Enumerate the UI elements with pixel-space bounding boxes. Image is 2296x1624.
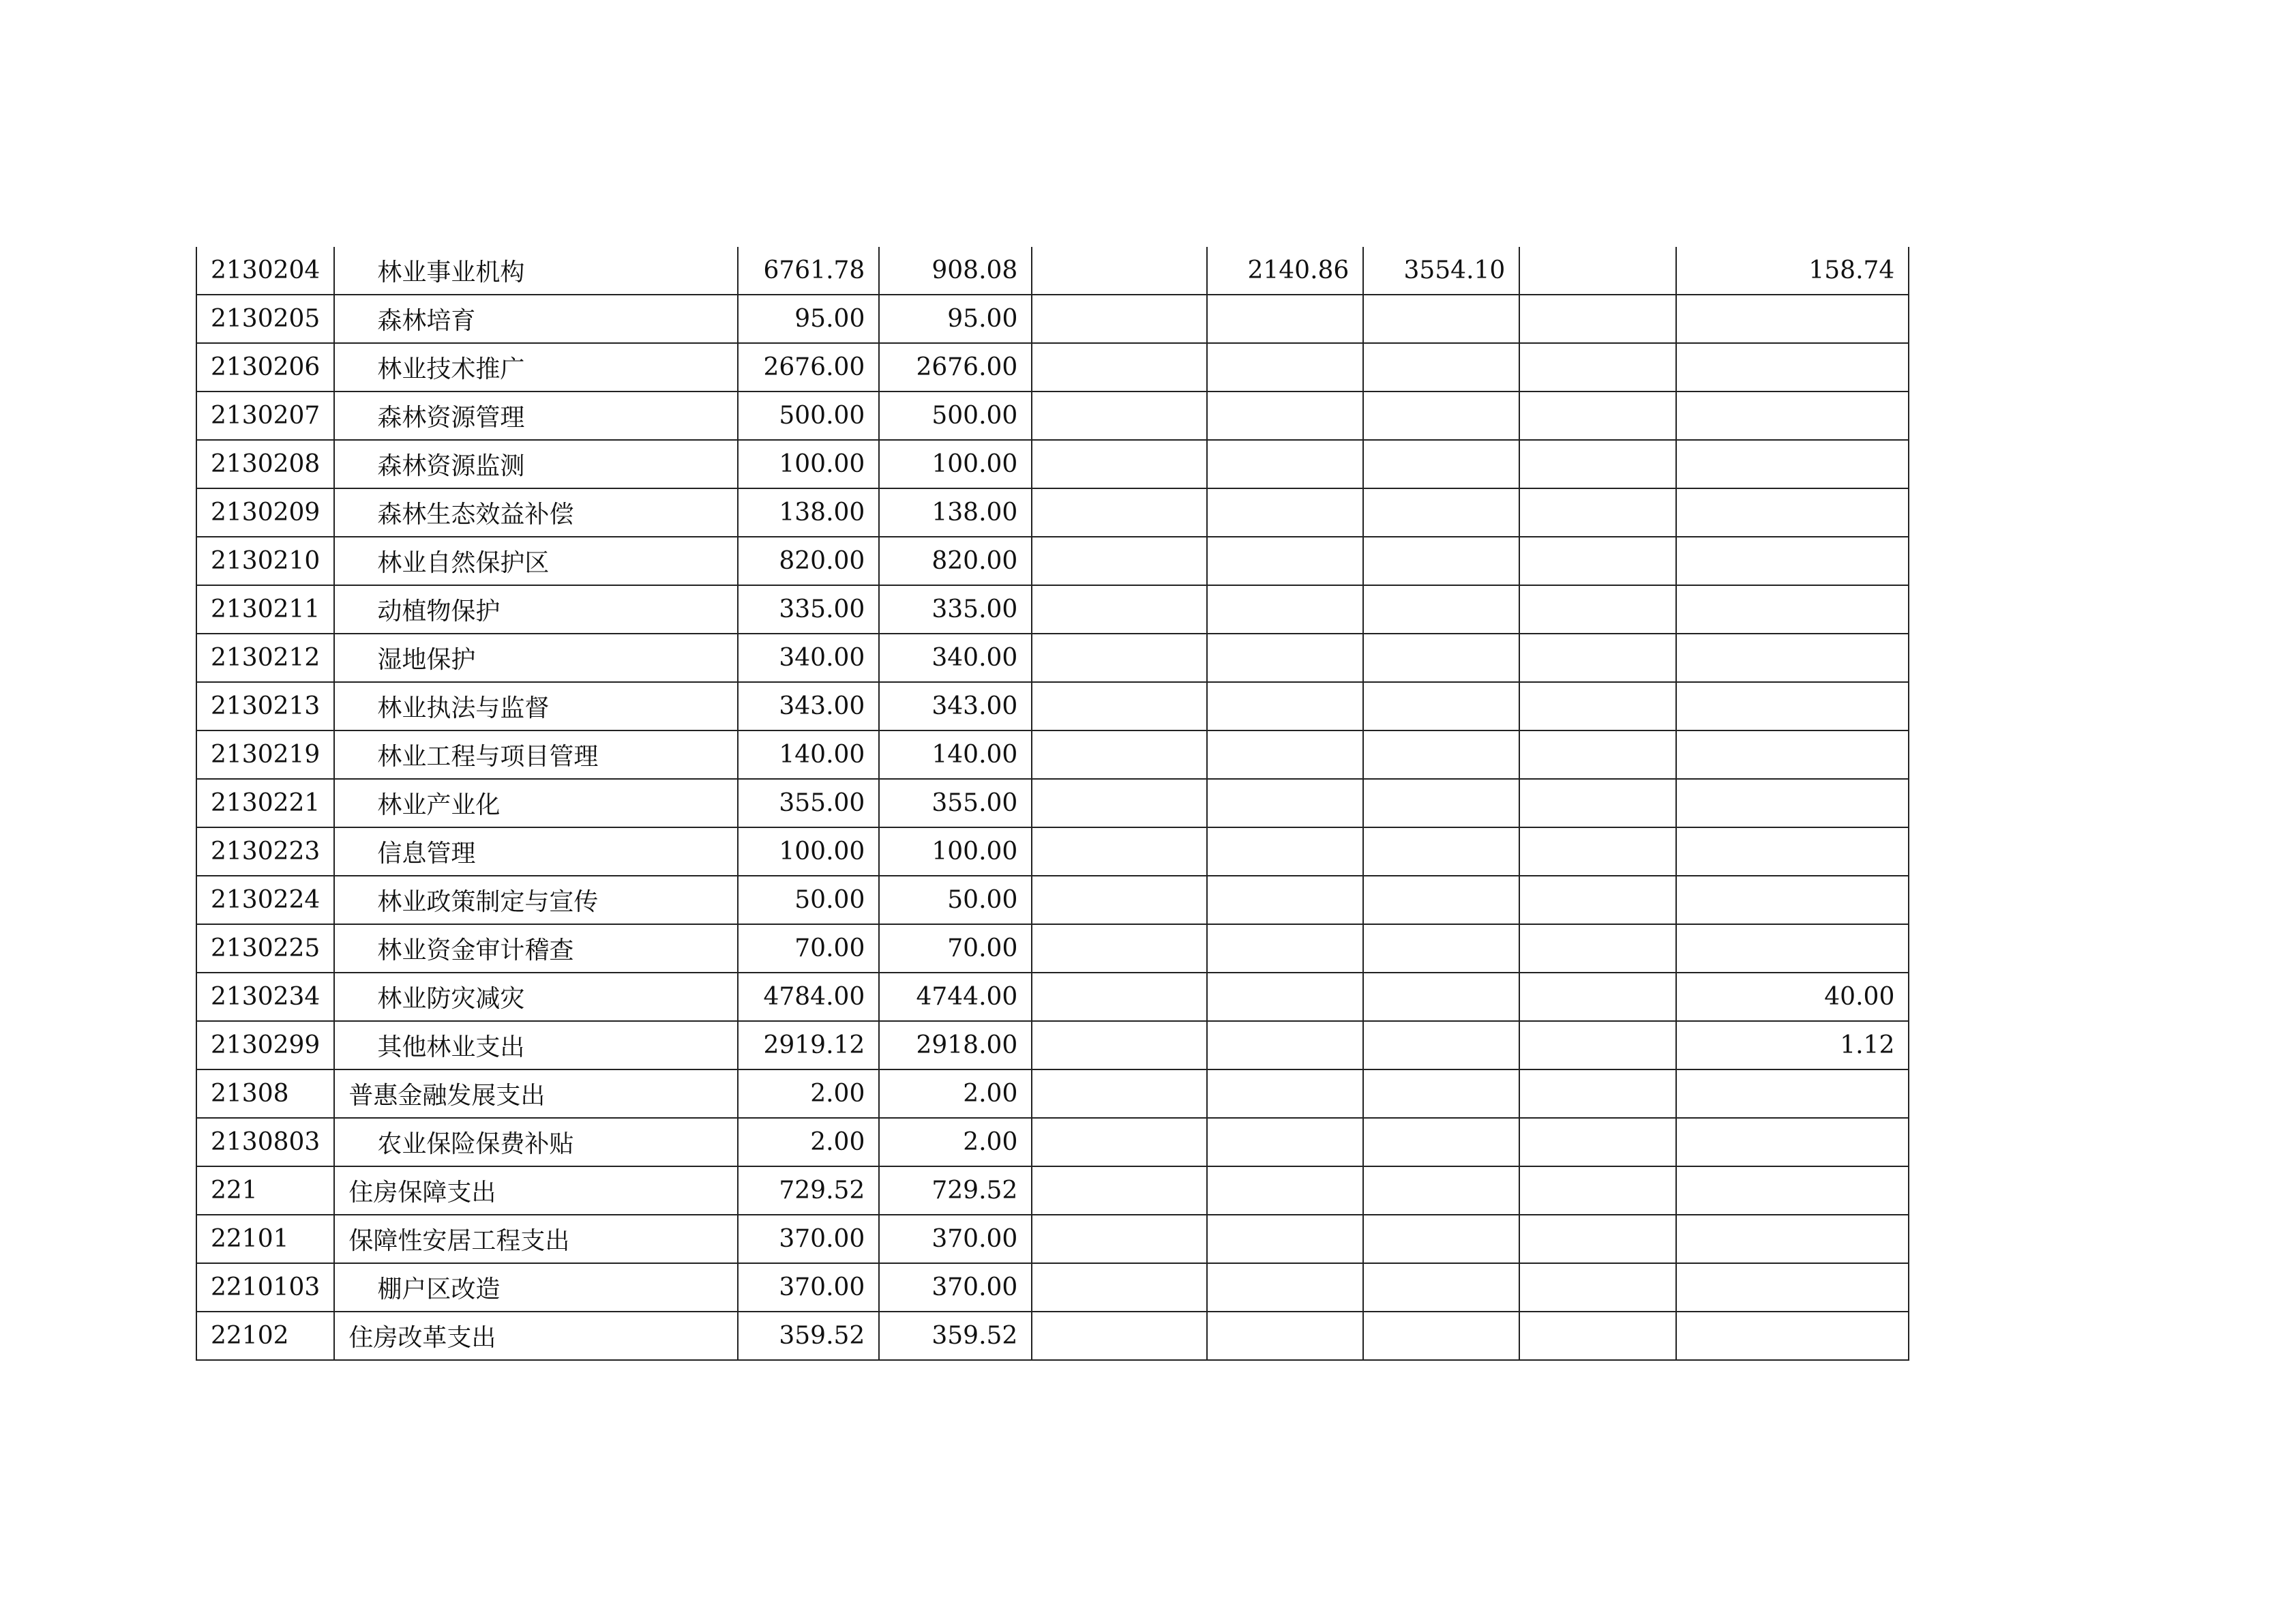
table-row: [196, 488, 1909, 537]
amount-col-3-cell: [1207, 1312, 1363, 1360]
subject-name-cell: 棚户区改造: [334, 1263, 738, 1312]
amount-col-5-cell: [1519, 730, 1676, 779]
amount-col-1-cell: 100.00: [879, 440, 1032, 488]
amount-col-6-cell: [1676, 488, 1909, 537]
amount-col-6-cell: [1676, 876, 1909, 924]
subject-name-cell: 住房改革支出: [334, 1312, 738, 1360]
amount-col-6-cell: 158.74: [1676, 247, 1909, 295]
amount-col-5-cell: [1519, 973, 1676, 1021]
total-amount-cell: 335.00: [738, 585, 879, 634]
amount-col-4-cell: [1363, 488, 1519, 537]
total-amount-cell: 2919.12: [738, 1021, 879, 1069]
subject-code-cell: 2130208: [196, 440, 334, 488]
amount-col-3-cell: [1207, 827, 1363, 876]
amount-col-6-cell: [1676, 1263, 1909, 1312]
amount-col-2-cell: [1032, 1021, 1207, 1069]
amount-col-5-cell: [1519, 585, 1676, 634]
amount-col-2-cell: [1032, 827, 1207, 876]
amount-col-5-cell: [1519, 779, 1676, 827]
table-row: [196, 585, 1909, 634]
amount-col-2-cell: [1032, 585, 1207, 634]
amount-col-2-cell: [1032, 440, 1207, 488]
amount-col-3-cell: [1207, 1263, 1363, 1312]
amount-col-2-cell: [1032, 634, 1207, 682]
amount-col-4-cell: [1363, 537, 1519, 585]
amount-col-5-cell: [1519, 876, 1676, 924]
subject-code-cell: 22101: [196, 1215, 334, 1263]
amount-col-3-cell: [1207, 585, 1363, 634]
total-amount-cell: 2676.00: [738, 343, 879, 392]
total-amount-cell: 100.00: [738, 827, 879, 876]
amount-col-5-cell: [1519, 247, 1676, 295]
amount-col-5-cell: [1519, 1312, 1676, 1360]
subject-name-cell: 信息管理: [334, 827, 738, 876]
amount-col-1-cell: 100.00: [879, 827, 1032, 876]
amount-col-4-cell: [1363, 585, 1519, 634]
subject-name-cell: 林业资金审计稽查: [334, 924, 738, 973]
amount-col-1-cell: 370.00: [879, 1263, 1032, 1312]
subject-code-cell: 2130207: [196, 392, 334, 440]
amount-col-2-cell: [1032, 1069, 1207, 1118]
amount-col-5-cell: [1519, 924, 1676, 973]
amount-col-4-cell: [1363, 1069, 1519, 1118]
total-amount-cell: 4784.00: [738, 973, 879, 1021]
amount-col-2-cell: [1032, 730, 1207, 779]
amount-col-4-cell: [1363, 1166, 1519, 1215]
budget-expenditure-table: [196, 247, 1909, 1361]
subject-name-cell: 湿地保护: [334, 634, 738, 682]
total-amount-cell: 370.00: [738, 1263, 879, 1312]
amount-col-4-cell: [1363, 876, 1519, 924]
amount-col-2-cell: [1032, 537, 1207, 585]
table-row: [196, 924, 1909, 973]
amount-col-3-cell: [1207, 295, 1363, 343]
amount-col-4-cell: [1363, 682, 1519, 730]
amount-col-3-cell: [1207, 973, 1363, 1021]
amount-col-2-cell: [1032, 392, 1207, 440]
amount-col-3-cell: [1207, 682, 1363, 730]
amount-col-2-cell: [1032, 924, 1207, 973]
subject-code-cell: 22102: [196, 1312, 334, 1360]
total-amount-cell: 95.00: [738, 295, 879, 343]
total-amount-cell: 140.00: [738, 730, 879, 779]
amount-col-4-cell: [1363, 295, 1519, 343]
total-amount-cell: 820.00: [738, 537, 879, 585]
total-amount-cell: 355.00: [738, 779, 879, 827]
amount-col-2-cell: [1032, 876, 1207, 924]
amount-col-6-cell: [1676, 682, 1909, 730]
amount-col-6-cell: [1676, 1069, 1909, 1118]
amount-col-1-cell: 50.00: [879, 876, 1032, 924]
amount-col-3-cell: [1207, 440, 1363, 488]
subject-code-cell: 2130206: [196, 343, 334, 392]
amount-col-5-cell: [1519, 1021, 1676, 1069]
amount-col-4-cell: [1363, 1118, 1519, 1166]
amount-col-6-cell: [1676, 440, 1909, 488]
amount-col-2-cell: [1032, 779, 1207, 827]
amount-col-4-cell: [1363, 343, 1519, 392]
table-row: [196, 634, 1909, 682]
subject-name-cell: 其他林业支出: [334, 1021, 738, 1069]
total-amount-cell: 50.00: [738, 876, 879, 924]
total-amount-cell: 340.00: [738, 634, 879, 682]
amount-col-5-cell: [1519, 1263, 1676, 1312]
amount-col-5-cell: [1519, 343, 1676, 392]
amount-col-6-cell: [1676, 585, 1909, 634]
amount-col-4-cell: [1363, 973, 1519, 1021]
amount-col-4-cell: [1363, 634, 1519, 682]
total-amount-cell: 359.52: [738, 1312, 879, 1360]
amount-col-4-cell: 3554.10: [1363, 247, 1519, 295]
amount-col-1-cell: 908.08: [879, 247, 1032, 295]
amount-col-3-cell: [1207, 730, 1363, 779]
subject-code-cell: 2130803: [196, 1118, 334, 1166]
subject-code-cell: 2210103: [196, 1263, 334, 1312]
amount-col-6-cell: [1676, 827, 1909, 876]
amount-col-2-cell: [1032, 247, 1207, 295]
amount-col-1-cell: 359.52: [879, 1312, 1032, 1360]
amount-col-4-cell: [1363, 730, 1519, 779]
amount-col-4-cell: [1363, 1263, 1519, 1312]
amount-col-5-cell: [1519, 1215, 1676, 1263]
table-row: [196, 392, 1909, 440]
table-row: [196, 537, 1909, 585]
amount-col-4-cell: [1363, 827, 1519, 876]
amount-col-1-cell: 138.00: [879, 488, 1032, 537]
subject-code-cell: 2130212: [196, 634, 334, 682]
subject-code-cell: 2130225: [196, 924, 334, 973]
table-row: [196, 1118, 1909, 1166]
amount-col-2-cell: [1032, 1215, 1207, 1263]
total-amount-cell: 2.00: [738, 1069, 879, 1118]
total-amount-cell: 6761.78: [738, 247, 879, 295]
total-amount-cell: 729.52: [738, 1166, 879, 1215]
table-row: [196, 247, 1909, 295]
amount-col-6-cell: [1676, 1215, 1909, 1263]
amount-col-3-cell: [1207, 1215, 1363, 1263]
amount-col-3-cell: [1207, 343, 1363, 392]
subject-code-cell: 2130204: [196, 247, 334, 295]
subject-code-cell: 221: [196, 1166, 334, 1215]
amount-col-5-cell: [1519, 392, 1676, 440]
amount-col-5-cell: [1519, 295, 1676, 343]
subject-code-cell: 2130205: [196, 295, 334, 343]
subject-name-cell: 林业产业化: [334, 779, 738, 827]
amount-col-5-cell: [1519, 1166, 1676, 1215]
subject-name-cell: 住房保障支出: [334, 1166, 738, 1215]
subject-name-cell: 林业工程与项目管理: [334, 730, 738, 779]
amount-col-6-cell: [1676, 924, 1909, 973]
amount-col-3-cell: [1207, 1118, 1363, 1166]
subject-name-cell: 普惠金融发展支出: [334, 1069, 738, 1118]
amount-col-5-cell: [1519, 827, 1676, 876]
amount-col-2-cell: [1032, 1118, 1207, 1166]
amount-col-2-cell: [1032, 488, 1207, 537]
table-row: [196, 440, 1909, 488]
amount-col-1-cell: 70.00: [879, 924, 1032, 973]
amount-col-3-cell: [1207, 1069, 1363, 1118]
subject-code-cell: 2130219: [196, 730, 334, 779]
amount-col-6-cell: [1676, 779, 1909, 827]
subject-name-cell: 森林培育: [334, 295, 738, 343]
amount-col-2-cell: [1032, 1166, 1207, 1215]
amount-col-2-cell: [1032, 682, 1207, 730]
amount-col-3-cell: [1207, 1166, 1363, 1215]
amount-col-5-cell: [1519, 440, 1676, 488]
amount-col-3-cell: [1207, 488, 1363, 537]
subject-code-cell: 2130224: [196, 876, 334, 924]
amount-col-1-cell: 343.00: [879, 682, 1032, 730]
amount-col-3-cell: 2140.86: [1207, 247, 1363, 295]
amount-col-5-cell: [1519, 634, 1676, 682]
amount-col-6-cell: [1676, 343, 1909, 392]
subject-name-cell: 森林资源管理: [334, 392, 738, 440]
amount-col-3-cell: [1207, 876, 1363, 924]
table-row: [196, 779, 1909, 827]
table-row: [196, 827, 1909, 876]
table-row: [196, 973, 1909, 1021]
subject-name-cell: 森林生态效益补偿: [334, 488, 738, 537]
amount-col-3-cell: [1207, 779, 1363, 827]
amount-col-3-cell: [1207, 924, 1363, 973]
amount-col-6-cell: [1676, 295, 1909, 343]
amount-col-4-cell: [1363, 1021, 1519, 1069]
total-amount-cell: 100.00: [738, 440, 879, 488]
subject-code-cell: 2130210: [196, 537, 334, 585]
amount-col-5-cell: [1519, 682, 1676, 730]
table-row: [196, 1215, 1909, 1263]
amount-col-1-cell: 820.00: [879, 537, 1032, 585]
subject-name-cell: 森林资源监测: [334, 440, 738, 488]
amount-col-4-cell: [1363, 440, 1519, 488]
amount-col-2-cell: [1032, 343, 1207, 392]
subject-name-cell: 保障性安居工程支出: [334, 1215, 738, 1263]
table-row: [196, 1263, 1909, 1312]
amount-col-1-cell: 335.00: [879, 585, 1032, 634]
amount-col-1-cell: 370.00: [879, 1215, 1032, 1263]
subject-name-cell: 农业保险保费补贴: [334, 1118, 738, 1166]
total-amount-cell: 500.00: [738, 392, 879, 440]
amount-col-6-cell: [1676, 537, 1909, 585]
table-row: [196, 876, 1909, 924]
amount-col-1-cell: 2.00: [879, 1118, 1032, 1166]
subject-name-cell: 林业技术推广: [334, 343, 738, 392]
amount-col-2-cell: [1032, 1263, 1207, 1312]
total-amount-cell: 2.00: [738, 1118, 879, 1166]
amount-col-6-cell: [1676, 730, 1909, 779]
amount-col-2-cell: [1032, 295, 1207, 343]
amount-col-5-cell: [1519, 1118, 1676, 1166]
amount-col-2-cell: [1032, 1312, 1207, 1360]
amount-col-3-cell: [1207, 392, 1363, 440]
table-row: [196, 343, 1909, 392]
amount-col-3-cell: [1207, 634, 1363, 682]
amount-col-6-cell: [1676, 1166, 1909, 1215]
subject-code-cell: 2130221: [196, 779, 334, 827]
amount-col-1-cell: 355.00: [879, 779, 1032, 827]
subject-code-cell: 2130213: [196, 682, 334, 730]
amount-col-6-cell: [1676, 1312, 1909, 1360]
total-amount-cell: 70.00: [738, 924, 879, 973]
amount-col-1-cell: 340.00: [879, 634, 1032, 682]
amount-col-6-cell: [1676, 634, 1909, 682]
subject-code-cell: 2130299: [196, 1021, 334, 1069]
amount-col-4-cell: [1363, 924, 1519, 973]
amount-col-3-cell: [1207, 1021, 1363, 1069]
amount-col-1-cell: 2.00: [879, 1069, 1032, 1118]
amount-col-2-cell: [1032, 973, 1207, 1021]
amount-col-6-cell: [1676, 392, 1909, 440]
amount-col-4-cell: [1363, 1312, 1519, 1360]
amount-col-5-cell: [1519, 537, 1676, 585]
total-amount-cell: 138.00: [738, 488, 879, 537]
subject-code-cell: 2130234: [196, 973, 334, 1021]
subject-name-cell: 林业防灾减灾: [334, 973, 738, 1021]
amount-col-1-cell: 2676.00: [879, 343, 1032, 392]
table-row: [196, 1069, 1909, 1118]
table-row: [196, 682, 1909, 730]
amount-col-1-cell: 95.00: [879, 295, 1032, 343]
table-body: [196, 247, 1909, 1360]
subject-code-cell: 2130211: [196, 585, 334, 634]
amount-col-1-cell: 500.00: [879, 392, 1032, 440]
subject-code-cell: 2130209: [196, 488, 334, 537]
subject-name-cell: 林业执法与监督: [334, 682, 738, 730]
subject-name-cell: 林业事业机构: [334, 247, 738, 295]
subject-name-cell: 林业政策制定与宣传: [334, 876, 738, 924]
table-row: [196, 1312, 1909, 1360]
table-row: [196, 730, 1909, 779]
amount-col-4-cell: [1363, 779, 1519, 827]
subject-name-cell: 林业自然保护区: [334, 537, 738, 585]
amount-col-1-cell: 2918.00: [879, 1021, 1032, 1069]
amount-col-4-cell: [1363, 392, 1519, 440]
subject-code-cell: 2130223: [196, 827, 334, 876]
total-amount-cell: 370.00: [738, 1215, 879, 1263]
subject-name-cell: 动植物保护: [334, 585, 738, 634]
amount-col-1-cell: 729.52: [879, 1166, 1032, 1215]
amount-col-6-cell: 1.12: [1676, 1021, 1909, 1069]
amount-col-5-cell: [1519, 1069, 1676, 1118]
total-amount-cell: 343.00: [738, 682, 879, 730]
amount-col-1-cell: 4744.00: [879, 973, 1032, 1021]
amount-col-6-cell: 40.00: [1676, 973, 1909, 1021]
table-row: [196, 295, 1909, 343]
table-row: [196, 1021, 1909, 1069]
table-row: [196, 1166, 1909, 1215]
amount-col-1-cell: 140.00: [879, 730, 1032, 779]
amount-col-5-cell: [1519, 488, 1676, 537]
amount-col-4-cell: [1363, 1215, 1519, 1263]
subject-code-cell: 21308: [196, 1069, 334, 1118]
amount-col-6-cell: [1676, 1118, 1909, 1166]
amount-col-3-cell: [1207, 537, 1363, 585]
